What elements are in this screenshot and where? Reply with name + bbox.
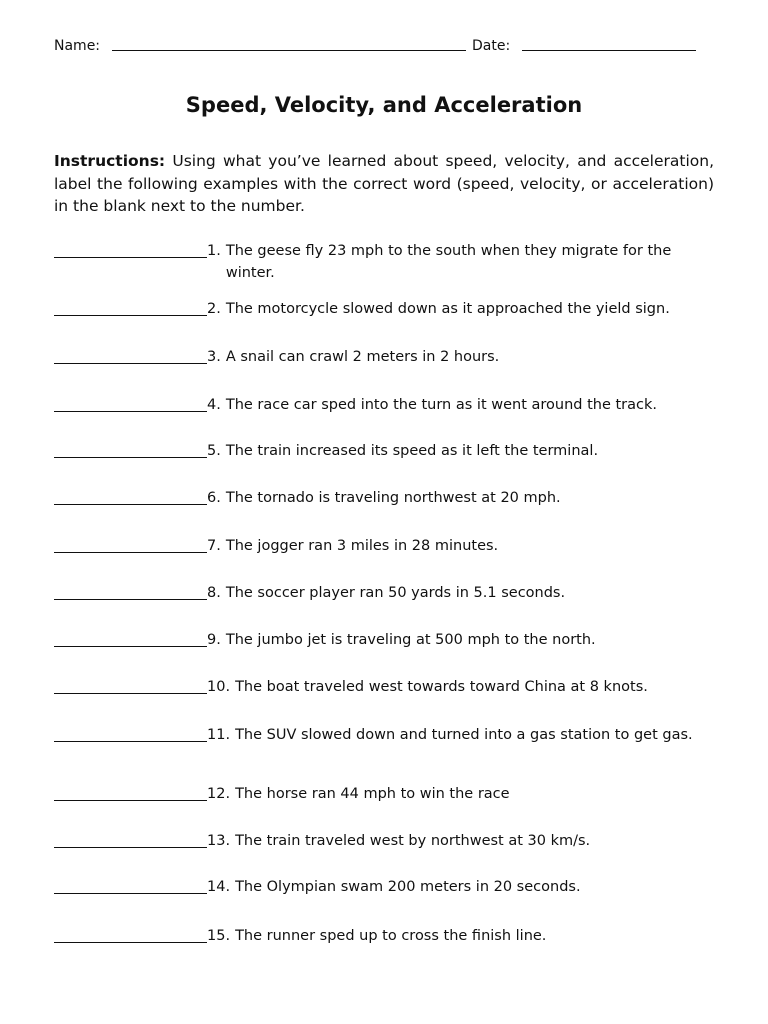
question-text: The runner sped up to cross the finish line. — [235, 928, 547, 944]
question-number: 2. — [207, 301, 221, 317]
question-item-3 — [54, 346, 714, 368]
question-number: 15. — [207, 928, 231, 944]
question-text: The jumbo jet is traveling at 500 mph to the north. — [225, 632, 596, 648]
question-number: 10. — [207, 679, 231, 695]
question-number: 8. — [207, 585, 221, 601]
question-text: The geese fly 23 mph to the south when they migrate for the winter. — [225, 243, 672, 281]
question-item-1 — [54, 240, 714, 284]
question-item-7 — [54, 535, 714, 557]
question-item-10 — [54, 676, 714, 698]
question-number: 7. — [207, 538, 221, 554]
answer-blank — [54, 535, 207, 553]
question-item-4 — [54, 394, 714, 416]
question-text: The boat traveled west towards toward China at 8 knots. — [235, 679, 648, 695]
answer-blank — [54, 298, 207, 316]
answer-blank — [54, 830, 207, 848]
question-number: 14. — [207, 879, 231, 895]
question-item-8 — [54, 582, 714, 604]
question-number: 12. — [207, 786, 231, 802]
question-number: 9. — [207, 632, 221, 648]
question-text: The train traveled west by northwest at 30 km/s. — [235, 833, 591, 849]
answer-blank — [54, 783, 207, 801]
question-item-11 — [54, 724, 714, 746]
answer-blank — [54, 346, 207, 364]
answer-blank — [54, 629, 207, 647]
question-item-14 — [54, 876, 714, 898]
question-number: 1. — [207, 243, 221, 259]
answer-blank — [54, 394, 207, 412]
name-label: Name: — [54, 38, 101, 54]
date-label: Date: — [472, 38, 511, 54]
instructions-label: Instructions: — [54, 152, 166, 170]
answer-blank — [54, 240, 207, 258]
answer-blank — [54, 724, 207, 742]
question-text: The soccer player ran 50 yards in 5.1 seconds. — [225, 585, 566, 601]
question-item-6 — [54, 487, 714, 509]
question-item-13 — [54, 830, 714, 852]
question-text: The SUV slowed down and turned into a gas station to get gas. — [235, 727, 693, 743]
question-text: The tornado is traveling northwest at 20 mph. — [225, 490, 561, 506]
name-blank-line — [112, 49, 466, 51]
question-text: The jogger ran 3 miles in 28 minutes. — [225, 538, 499, 554]
question-item-9 — [54, 629, 714, 651]
question-text: The horse ran 44 mph to win the race — [235, 786, 510, 802]
question-text: The motorcycle slowed down as it approached the yield sign. — [225, 301, 670, 317]
question-text: The race car sped into the turn as it went around the track. — [225, 397, 658, 413]
answer-blank — [54, 487, 207, 505]
header-row — [54, 38, 714, 54]
question-item-12 — [54, 783, 714, 805]
answer-blank — [54, 676, 207, 694]
question-item-15 — [54, 925, 714, 947]
question-number: 5. — [207, 443, 221, 459]
date-blank-line — [522, 49, 696, 51]
question-text: A snail can crawl 2 meters in 2 hours. — [225, 349, 500, 365]
question-number: 4. — [207, 397, 221, 413]
answer-blank — [54, 876, 207, 894]
answer-blank — [54, 925, 207, 943]
question-number: 13. — [207, 833, 231, 849]
question-number: 11. — [207, 727, 231, 743]
question-number: 6. — [207, 490, 221, 506]
question-number: 3. — [207, 349, 221, 365]
question-item-2 — [54, 298, 714, 320]
answer-blank — [54, 582, 207, 600]
answer-blank — [54, 440, 207, 458]
worksheet-title: Speed, Velocity, and Acceleration — [185, 93, 583, 117]
instructions — [54, 150, 714, 218]
instructions-text: Using what you’ve learned about speed, velocity, and acceleration, label the following examples with the correct word (speed, velocity, or acceleration) in the blank next to the number. — [54, 152, 714, 215]
question-item-5 — [54, 440, 714, 462]
question-text: The Olympian swam 200 meters in 20 seconds. — [235, 879, 581, 895]
question-text: The train increased its speed as it left the terminal. — [225, 443, 599, 459]
